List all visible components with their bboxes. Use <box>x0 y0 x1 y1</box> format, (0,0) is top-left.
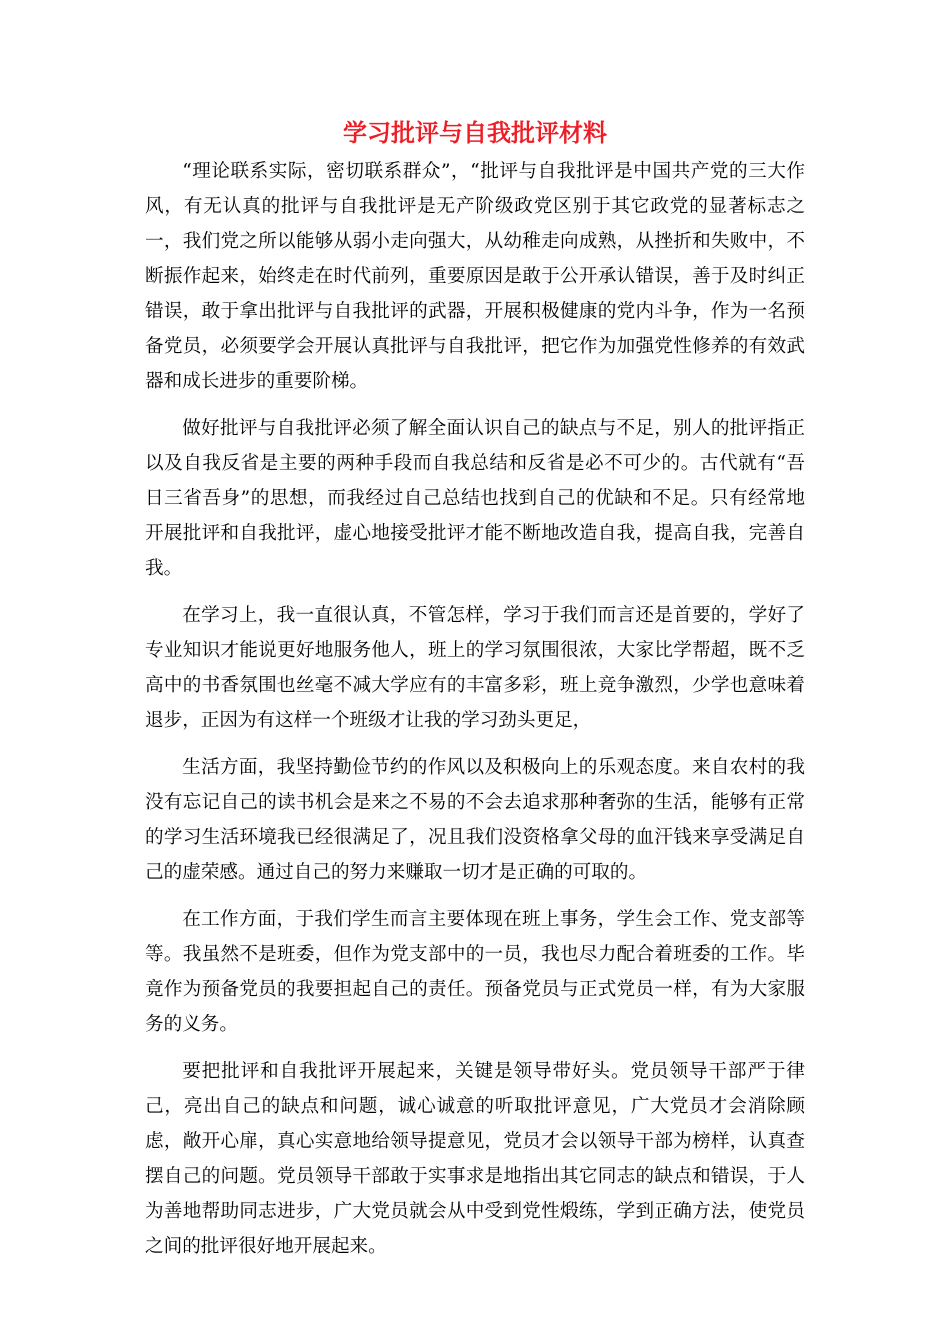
paragraph-5: 在工作方面，于我们学生而言主要体现在班上事务，学生会工作、党支部等等。我虽然不是班委，但作为党支部中的一员，我也尽力配合着班委的工作。毕竟作为预备党员的我要担起自己的责任。预备党员与正式党员一样，有为大家服务的义务。 <box>145 909 805 1035</box>
paragraph-1: “理论联系实际，密切联系群众”，“批评与自我批评是中国共产党的三大作风，有无认真的批评与自我批评是无产阶级政党区别于其它政党的显著标志之一，我们党之所以能够从弱小走向强大，从幼稚走向成熟，从挫折和失败中，不断振作起来，始终走在时代前列，重要原因是敢于公开承认错误，善于及时纠正错误，敢于拿出批评与自我批评的武器，开展积极健康的党内斗争，作为一名预备党员，必须要学会开展认真批评与自我批评，把它作为加强党性修养的有效武器和成长进步的重要阶梯。 <box>145 161 805 392</box>
paragraph-4: 生活方面，我坚持勤俭节约的作风以及积极向上的乐观态度。来自农村的我没有忘记自己的读书机会是来之不易的不会去追求那种奢弥的生活，能够有正常的学习生活环境我已经很满足了，况且我们没资格拿父母的血汗钱来享受满足自己的虚荣感。通过自己的努力来赚取一切才是正确的可取的。 <box>145 757 805 883</box>
paragraph-3: 在学习上，我一直很认真，不管怎样，学习于我们而言还是首要的，学好了专业知识才能说更好地服务他人，班上的学习氛围很浓，大家比学帮超，既不乏高中的书香氛围也丝毫不减大学应有的丰富多彩，班上竞争激烈，少学也意味着退步，正因为有这样一个班级才让我的学习劲头更足， <box>145 605 805 731</box>
document-page <box>145 116 805 1276</box>
paragraph-6: 要把批评和自我批评开展起来，关键是领导带好头。党员领导干部严于律己，亮出自己的缺点和问题，诚心诚意的听取批评意见，广大党员才会消除顾虑，敞开心扉，真心实意地给领导提意见，党员才会以领导干部为榜样，认真查摆自己的问题。党员领导干部敢于实事求是地指出其它同志的缺点和错误，于人为善地帮助同志进步，广大党员就会从中受到党性煅练，学到正确方法，使党员之间的批评很好地开展起来。 <box>145 1061 805 1257</box>
paragraph-2: 做好批评与自我批评必须了解全面认识自己的缺点与不足，别人的批评指正以及自我反省是主要的两种手段而自我总结和反省是必不可少的。古代就有“吾日三省吾身”的思想，而我经过自己总结也找到自己的优缺和不足。只有经常地开展批评和自我批评，虚心地接受批评才能不断地改造自我，提高自我，完善自我。 <box>145 418 805 579</box>
document-title: 学习批评与自我批评材料 <box>343 119 607 147</box>
